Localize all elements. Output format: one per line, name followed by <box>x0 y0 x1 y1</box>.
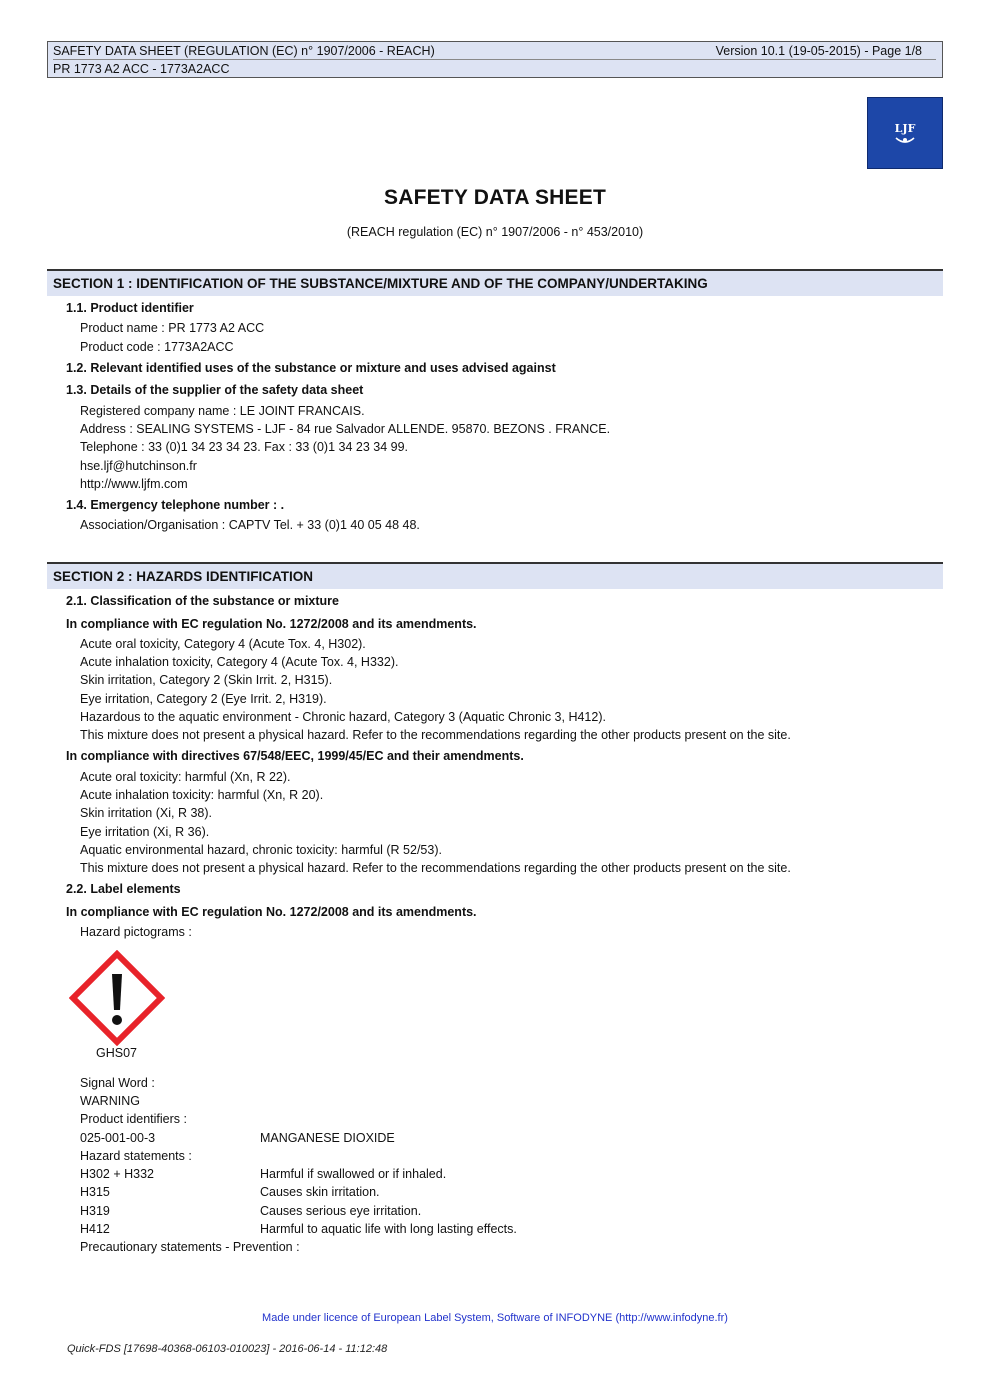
hazard-statements-label: Hazard statements : <box>80 1149 192 1163</box>
hazard-statement-code: H302 + H332 <box>80 1167 155 1181</box>
ec-classification-item: Hazardous to the aquatic environment - Chronic hazard, Category 3 (Aquatic Chronic 3, H412). <box>80 710 606 724</box>
hazard-statement-text: Causes serious eye irritation. <box>260 1204 422 1218</box>
company-address: Address : SEALING SYSTEMS - LJF - 84 rue Salvador ALLENDE. 95870. BEZONS . FRANCE. <box>80 422 611 436</box>
product-identifiers-label: Product identifiers : <box>80 1112 187 1126</box>
ec-classification-item: Skin irritation, Category 2 (Skin Irrit. 2, H315). <box>80 673 333 687</box>
header-product: PR 1773 A2 ACC - 1773A2ACC <box>53 62 230 76</box>
subsection-1-1: 1.1. Product identifier <box>66 301 194 315</box>
identifier-name: MANGANESE DIOXIDE <box>260 1131 395 1145</box>
ec-classification-item: This mixture does not present a physical hazard. Refer to the recommendations regarding the other products present on the site. <box>80 728 791 742</box>
directive-compliance-heading: In compliance with directives 67/548/EEC, 1999/45/EC and their amendments. <box>66 749 524 763</box>
document-subtitle: (REACH regulation (EC) n° 1907/2006 - n° 453/2010) <box>346 225 644 239</box>
signal-word-label: Signal Word : <box>80 1076 155 1090</box>
directive-classification-item: Eye irritation (Xi, R 36). <box>80 825 210 839</box>
header-version: Version 10.1 (19-05-2015) - Page 1/8 <box>715 44 922 58</box>
header-title: SAFETY DATA SHEET (REGULATION (EC) n° 1907/2006 - REACH) <box>53 44 435 58</box>
document-header <box>47 41 943 78</box>
company-email: hse.ljf@hutchinson.fr <box>80 459 197 473</box>
precautionary-statements-label: Precautionary statements - Prevention : <box>80 1240 300 1254</box>
header-row-2 <box>53 60 936 78</box>
subsection-1-4: 1.4. Emergency telephone number : . <box>66 498 285 512</box>
company-name: Registered company name : LE JOINT FRANCAIS. <box>80 404 365 418</box>
subsection-1-2: 1.2. Relevant identified uses of the substance or mixture and uses advised against <box>66 361 556 375</box>
hazard-statement-code: H412 <box>80 1222 110 1236</box>
emergency-contact: Association/Organisation : CAPTV Tel. + 33 (0)1 40 05 48 48. <box>80 518 420 532</box>
ljf-logo <box>867 97 943 169</box>
directive-classification-item: Skin irritation (Xi, R 38). <box>80 806 212 820</box>
identifier-code: 025-001-00-3 <box>80 1131 156 1145</box>
subsection-2-2: 2.2. Label elements <box>66 882 181 896</box>
pictogram-code: GHS07 <box>96 1046 137 1060</box>
licence-link[interactable]: Made under licence of European Label System, Software of INFODYNE (http://www.infodyne.fr) <box>262 1312 728 1324</box>
ec-classification-item: Acute oral toxicity, Category 4 (Acute Tox. 4, H302). <box>80 637 366 651</box>
section-2-heading: SECTION 2 : HAZARDS IDENTIFICATION <box>47 562 943 589</box>
ghs07-exclamation-icon <box>69 950 165 1046</box>
hazard-statement-code: H319 <box>80 1204 110 1218</box>
document-id: Quick-FDS [17698-40368-06103-010023] - 2016-06-14 - 11:12:48 <box>67 1343 388 1355</box>
logo-text: LJF <box>894 121 916 135</box>
subsection-1-3: 1.3. Details of the supplier of the safety data sheet <box>66 383 364 397</box>
directive-classification-item: Aquatic environmental hazard, chronic toxicity: harmful (R 52/53). <box>80 843 442 857</box>
ec-classification-item: Acute inhalation toxicity, Category 4 (Acute Tox. 4, H332). <box>80 655 399 669</box>
logo-emblem-icon <box>894 136 916 145</box>
hazard-statement-text: Causes skin irritation. <box>260 1185 380 1199</box>
hazard-statement-code: H315 <box>80 1185 110 1199</box>
directive-classification-item: Acute inhalation toxicity: harmful (Xn, R 20). <box>80 788 324 802</box>
signal-word: WARNING <box>80 1094 140 1108</box>
ec-classification-item: Eye irritation, Category 2 (Eye Irrit. 2, H319). <box>80 692 327 706</box>
document-title: SAFETY DATA SHEET <box>384 186 606 209</box>
section-1-heading: SECTION 1 : IDENTIFICATION OF THE SUBSTANCE/MIXTURE AND OF THE COMPANY/UNDERTAKING <box>47 269 943 296</box>
header-row-1 <box>53 42 936 60</box>
hazard-statement-text: Harmful if swallowed or if inhaled. <box>260 1167 447 1181</box>
hazard-pictograms-label: Hazard pictograms : <box>80 925 192 939</box>
product-name: Product name : PR 1773 A2 ACC <box>80 321 265 335</box>
directive-classification-item: Acute oral toxicity: harmful (Xn, R 22). <box>80 770 291 784</box>
company-telephone: Telephone : 33 (0)1 34 23 34 23. Fax : 33 (0)1 34 23 34 99. <box>80 440 409 454</box>
directive-classification-item: This mixture does not present a physical hazard. Refer to the recommendations regarding the other products present on the site. <box>80 861 791 875</box>
ec-compliance-heading-2: In compliance with EC regulation No. 1272/2008 and its amendments. <box>66 905 477 919</box>
product-code: Product code : 1773A2ACC <box>80 340 234 354</box>
company-website: http://www.ljfm.com <box>80 477 188 491</box>
hazard-statement-text: Harmful to aquatic life with long lasting effects. <box>260 1222 517 1236</box>
ec-compliance-heading: In compliance with EC regulation No. 1272/2008 and its amendments. <box>66 617 477 631</box>
subsection-2-1: 2.1. Classification of the substance or mixture <box>66 594 339 608</box>
